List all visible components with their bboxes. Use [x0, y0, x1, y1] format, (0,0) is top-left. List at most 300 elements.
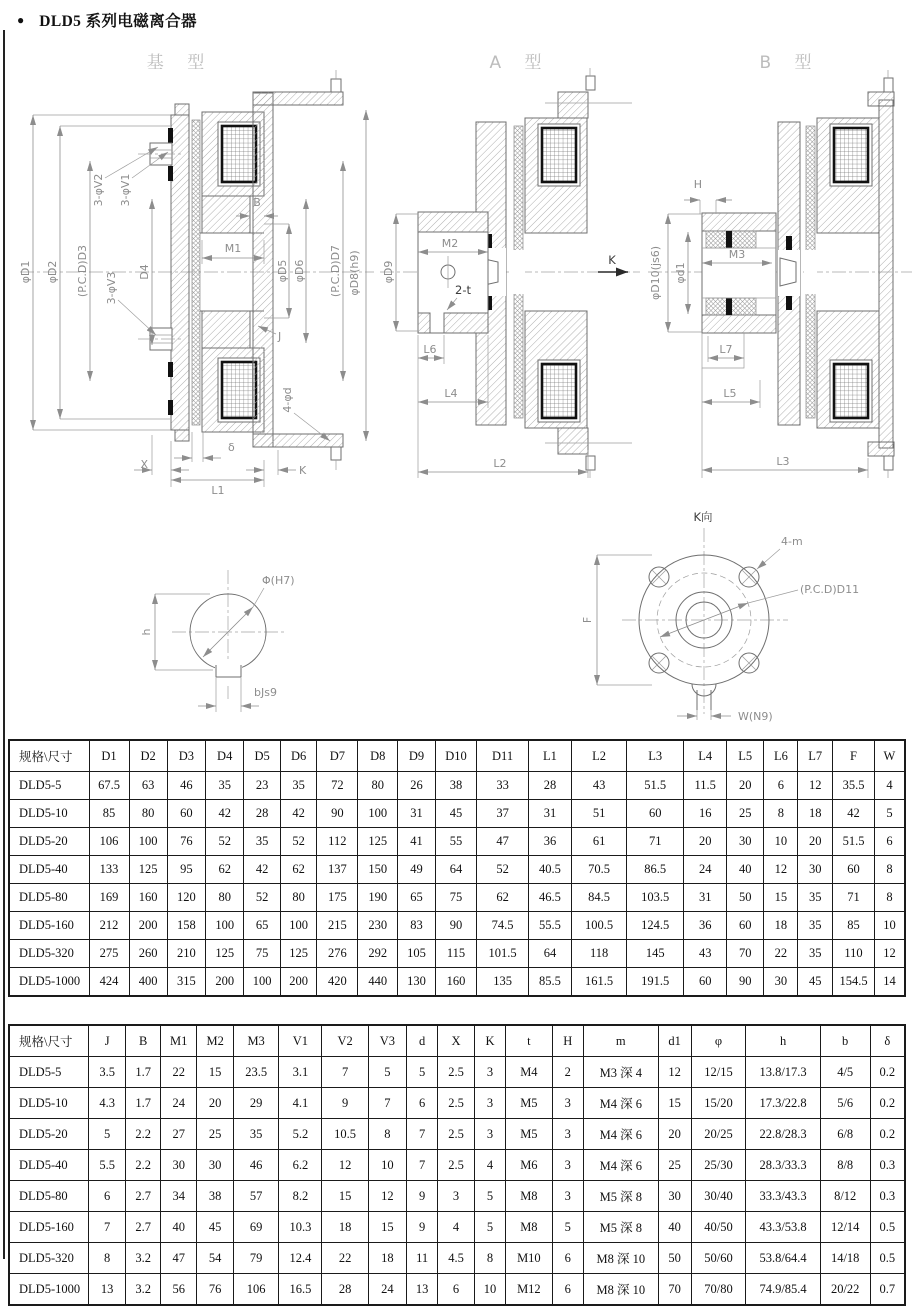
- value-cell: 42: [206, 800, 244, 828]
- value-cell: 20: [727, 772, 764, 800]
- page-title: DLD5 系列电磁离合器: [39, 13, 197, 30]
- dim-phiD8: φD8(h9): [348, 250, 361, 296]
- dim-phiD1: φD1: [19, 260, 32, 284]
- value-cell: 79: [233, 1243, 279, 1274]
- value-cell: 8.2: [279, 1181, 322, 1212]
- column-header: L5: [727, 740, 764, 772]
- value-cell: 46: [233, 1150, 279, 1181]
- value-cell: 150: [358, 856, 398, 884]
- value-cell: 80: [358, 772, 398, 800]
- spec-name-cell: DLD5-320: [9, 940, 89, 968]
- value-cell: 0.2: [870, 1057, 905, 1088]
- value-cell: 135: [477, 968, 528, 997]
- value-cell: 6: [438, 1274, 474, 1306]
- value-cell: 51.5: [627, 772, 684, 800]
- value-cell: 10: [874, 912, 905, 940]
- value-cell: 84.5: [572, 884, 627, 912]
- column-header: M2: [197, 1025, 233, 1057]
- value-cell: 2.7: [126, 1212, 161, 1243]
- value-cell: 130: [398, 968, 435, 997]
- value-cell: 38: [197, 1181, 233, 1212]
- value-cell: 22: [161, 1057, 197, 1088]
- value-cell: 70: [727, 940, 764, 968]
- column-header: L4: [684, 740, 727, 772]
- column-header: h: [746, 1025, 821, 1057]
- value-cell: 76: [197, 1274, 233, 1306]
- value-cell: 6: [406, 1088, 437, 1119]
- value-cell: 8: [368, 1119, 406, 1150]
- dim-phiD6: φD6: [293, 259, 306, 283]
- value-cell: 10.3: [279, 1212, 322, 1243]
- column-header: D10: [435, 740, 477, 772]
- table-row: [9, 968, 905, 997]
- value-cell: 105: [398, 940, 435, 968]
- column-header: D9: [398, 740, 435, 772]
- value-cell: 70: [658, 1274, 691, 1306]
- column-header: b: [820, 1025, 870, 1057]
- value-cell: 215: [317, 912, 358, 940]
- value-cell: 27: [161, 1119, 197, 1150]
- value-cell: 9: [406, 1212, 437, 1243]
- value-cell: 15: [658, 1088, 691, 1119]
- value-cell: 4.1: [279, 1088, 322, 1119]
- column-header: H: [552, 1025, 583, 1057]
- column-header: X: [438, 1025, 474, 1057]
- dim-L2: L2: [493, 457, 507, 470]
- value-cell: 30: [764, 968, 798, 997]
- value-cell: 35: [798, 884, 833, 912]
- value-cell: M8 深 10: [584, 1274, 659, 1306]
- table-row: [9, 828, 905, 856]
- value-cell: 13: [89, 1274, 126, 1306]
- value-cell: 51.5: [833, 828, 875, 856]
- value-cell: 20: [684, 828, 727, 856]
- value-cell: 60: [627, 800, 684, 828]
- value-cell: 54: [197, 1243, 233, 1274]
- base-type-label: 基 型: [146, 53, 214, 73]
- value-cell: 100: [206, 912, 244, 940]
- value-cell: 2.2: [126, 1119, 161, 1150]
- value-cell: 9: [406, 1181, 437, 1212]
- dim-B: B: [253, 196, 261, 209]
- value-cell: 4/5: [820, 1057, 870, 1088]
- value-cell: 275: [89, 940, 129, 968]
- value-cell: 6: [552, 1243, 583, 1274]
- value-cell: 65: [398, 884, 435, 912]
- dim-WN9: W(N9): [738, 710, 773, 723]
- value-cell: M10: [506, 1243, 552, 1274]
- value-cell: 20: [658, 1119, 691, 1150]
- spec-name-cell: DLD5-320: [9, 1243, 89, 1274]
- coil-winding: [542, 128, 576, 182]
- type-b-drawing: [648, 70, 912, 478]
- table-row: [9, 772, 905, 800]
- value-cell: 9: [322, 1088, 368, 1119]
- value-cell: 28: [244, 800, 281, 828]
- value-cell: 230: [358, 912, 398, 940]
- value-cell: 41: [398, 828, 435, 856]
- coil-winding: [542, 364, 576, 418]
- value-cell: 49: [398, 856, 435, 884]
- value-cell: 12.4: [279, 1243, 322, 1274]
- value-cell: 175: [317, 884, 358, 912]
- value-cell: 25/30: [691, 1150, 746, 1181]
- value-cell: 8: [874, 884, 905, 912]
- value-cell: 47: [477, 828, 528, 856]
- value-cell: 71: [627, 828, 684, 856]
- value-cell: 20: [197, 1088, 233, 1119]
- value-cell: 28: [528, 772, 571, 800]
- value-cell: 145: [627, 940, 684, 968]
- value-cell: 74.9/85.4: [746, 1274, 821, 1306]
- dim-phid1: φd1: [674, 262, 687, 284]
- value-cell: 67.5: [89, 772, 129, 800]
- type-a-label: A 型: [489, 53, 551, 73]
- table-row: [9, 1181, 905, 1212]
- value-cell: 63: [129, 772, 167, 800]
- value-cell: 3: [552, 1088, 583, 1119]
- value-cell: 2.5: [438, 1150, 474, 1181]
- value-cell: 15/20: [691, 1088, 746, 1119]
- value-cell: 50: [727, 884, 764, 912]
- value-cell: 125: [358, 828, 398, 856]
- value-cell: 62: [280, 856, 317, 884]
- value-cell: 31: [398, 800, 435, 828]
- value-cell: 1.7: [126, 1088, 161, 1119]
- value-cell: 2.5: [438, 1057, 474, 1088]
- dim-X: X: [140, 458, 148, 471]
- value-cell: 25: [727, 800, 764, 828]
- value-cell: 46.5: [528, 884, 571, 912]
- value-cell: 24: [161, 1088, 197, 1119]
- value-cell: 33.3/43.3: [746, 1181, 821, 1212]
- value-cell: 45: [798, 968, 833, 997]
- value-cell: 6: [764, 772, 798, 800]
- value-cell: 0.2: [870, 1088, 905, 1119]
- dim-phiH7: Φ(H7): [262, 574, 295, 587]
- value-cell: 4: [874, 772, 905, 800]
- column-header: d: [406, 1025, 437, 1057]
- dim-L6: L6: [423, 343, 437, 356]
- value-cell: M6: [506, 1150, 552, 1181]
- value-cell: 3: [552, 1119, 583, 1150]
- bolt-hole: [649, 567, 669, 587]
- value-cell: 22: [322, 1243, 368, 1274]
- spec-name-cell: DLD5-1000: [9, 968, 89, 997]
- spec-name-cell: DLD5-160: [9, 912, 89, 940]
- value-cell: 85: [89, 800, 129, 828]
- value-cell: 2.2: [126, 1150, 161, 1181]
- value-cell: 71: [833, 884, 875, 912]
- value-cell: 55.5: [528, 912, 571, 940]
- base-type-drawing: [19, 70, 374, 497]
- value-cell: 125: [129, 856, 167, 884]
- value-cell: 15: [197, 1057, 233, 1088]
- value-cell: 276: [317, 940, 358, 968]
- value-cell: 36: [528, 828, 571, 856]
- value-cell: 7: [368, 1088, 406, 1119]
- value-cell: 50/60: [691, 1243, 746, 1274]
- value-cell: 8/8: [820, 1150, 870, 1181]
- value-cell: 35: [798, 940, 833, 968]
- value-cell: 12: [322, 1150, 368, 1181]
- spec-name-cell: DLD5-40: [9, 1150, 89, 1181]
- value-cell: 22: [764, 940, 798, 968]
- column-header: D8: [358, 740, 398, 772]
- value-cell: 62: [206, 856, 244, 884]
- value-cell: 5/6: [820, 1088, 870, 1119]
- value-cell: 4.5: [438, 1243, 474, 1274]
- dim-J: J: [278, 330, 282, 343]
- dim-L3: L3: [776, 455, 790, 468]
- value-cell: 3: [552, 1181, 583, 1212]
- header-row: [9, 1025, 905, 1057]
- value-cell: 35: [280, 772, 317, 800]
- dim-L7: L7: [719, 343, 733, 356]
- value-cell: 69: [233, 1212, 279, 1243]
- value-cell: 64: [528, 940, 571, 968]
- dim-M2: M2: [441, 237, 459, 250]
- column-header: m: [584, 1025, 659, 1057]
- value-cell: 40.5: [528, 856, 571, 884]
- header-row: [9, 740, 905, 772]
- value-cell: 60: [833, 856, 875, 884]
- value-cell: 53.8/64.4: [746, 1243, 821, 1274]
- value-cell: 4: [474, 1150, 505, 1181]
- value-cell: 101.5: [477, 940, 528, 968]
- value-cell: 3: [474, 1119, 505, 1150]
- value-cell: 90: [727, 968, 764, 997]
- bullet-icon: ●: [17, 13, 25, 27]
- value-cell: 60: [727, 912, 764, 940]
- value-cell: 2.7: [126, 1181, 161, 1212]
- value-cell: M3 深 4: [584, 1057, 659, 1088]
- value-cell: 52: [280, 828, 317, 856]
- value-cell: 7: [322, 1057, 368, 1088]
- value-cell: 110: [833, 940, 875, 968]
- value-cell: 70/80: [691, 1274, 746, 1306]
- column-header: L3: [627, 740, 684, 772]
- dim-phiD9: φD9: [382, 260, 395, 284]
- value-cell: 5: [368, 1057, 406, 1088]
- value-cell: 31: [528, 800, 571, 828]
- value-cell: 5: [474, 1212, 505, 1243]
- spec-name-cell: DLD5-10: [9, 800, 89, 828]
- value-cell: 42: [244, 856, 281, 884]
- table-row: [9, 1057, 905, 1088]
- section-title-row: [17, 9, 197, 31]
- coil-winding: [834, 128, 868, 182]
- value-cell: 200: [280, 968, 317, 997]
- table-row: [9, 1212, 905, 1243]
- column-header: L6: [764, 740, 798, 772]
- value-cell: 3: [438, 1181, 474, 1212]
- value-cell: M8: [506, 1212, 552, 1243]
- value-cell: 11.5: [684, 772, 727, 800]
- value-cell: 75: [244, 940, 281, 968]
- dim-bJs9: bJs9: [254, 686, 277, 699]
- value-cell: 18: [764, 912, 798, 940]
- value-cell: 83: [398, 912, 435, 940]
- value-cell: 212: [89, 912, 129, 940]
- spec-name-cell: DLD5-160: [9, 1212, 89, 1243]
- value-cell: 60: [684, 968, 727, 997]
- dim-delta: δ: [228, 441, 235, 454]
- value-cell: 30: [798, 856, 833, 884]
- k-view-label: K向: [693, 510, 713, 524]
- column-header: V1: [279, 1025, 322, 1057]
- value-cell: M4 深 6: [584, 1150, 659, 1181]
- dim-PCD-D11: (P.C.D)D11: [800, 583, 860, 596]
- value-cell: 90: [435, 912, 477, 940]
- value-cell: 35: [233, 1119, 279, 1150]
- value-cell: 7: [406, 1150, 437, 1181]
- dim-3phiV1: 3-φV1: [119, 173, 132, 207]
- column-header: t: [506, 1025, 552, 1057]
- value-cell: 86.5: [627, 856, 684, 884]
- value-cell: 0.5: [870, 1243, 905, 1274]
- value-cell: 43.3/53.8: [746, 1212, 821, 1243]
- value-cell: 24: [368, 1274, 406, 1306]
- value-cell: 31: [684, 884, 727, 912]
- value-cell: 12: [368, 1181, 406, 1212]
- value-cell: 80: [206, 884, 244, 912]
- column-header: D5: [244, 740, 281, 772]
- value-cell: 10.5: [322, 1119, 368, 1150]
- value-cell: 80: [129, 800, 167, 828]
- value-cell: 40/50: [691, 1212, 746, 1243]
- value-cell: 26: [398, 772, 435, 800]
- value-cell: 55: [435, 828, 477, 856]
- value-cell: 100: [129, 828, 167, 856]
- value-cell: 28.3/33.3: [746, 1150, 821, 1181]
- value-cell: 29: [233, 1088, 279, 1119]
- value-cell: 12/15: [691, 1057, 746, 1088]
- value-cell: 8: [89, 1243, 126, 1274]
- value-cell: 50: [658, 1243, 691, 1274]
- column-header: D3: [167, 740, 205, 772]
- value-cell: 51: [572, 800, 627, 828]
- value-cell: 210: [167, 940, 205, 968]
- value-cell: 12: [874, 940, 905, 968]
- value-cell: 85: [833, 912, 875, 940]
- value-cell: 15: [764, 884, 798, 912]
- column-header: V3: [368, 1025, 406, 1057]
- value-cell: M4: [506, 1057, 552, 1088]
- value-cell: 23.5: [233, 1057, 279, 1088]
- column-header: L2: [572, 740, 627, 772]
- value-cell: 76: [167, 828, 205, 856]
- value-cell: M12: [506, 1274, 552, 1306]
- value-cell: 33: [477, 772, 528, 800]
- value-cell: 34: [161, 1181, 197, 1212]
- table-row: [9, 884, 905, 912]
- value-cell: 40: [727, 856, 764, 884]
- seal-mark: [726, 231, 732, 248]
- dim-phiD10: φD10(js6): [649, 245, 662, 301]
- seal-mark: [786, 236, 792, 250]
- dimension-table-2: [8, 1024, 906, 1306]
- value-cell: 400: [129, 968, 167, 997]
- value-cell: 158: [167, 912, 205, 940]
- table-row: [9, 1088, 905, 1119]
- dim-PCD-D7: (P.C.D)D7: [329, 244, 342, 298]
- value-cell: 125: [206, 940, 244, 968]
- value-cell: 292: [358, 940, 398, 968]
- value-cell: 64: [435, 856, 477, 884]
- type-a-drawing: [380, 68, 640, 478]
- value-cell: 18: [322, 1212, 368, 1243]
- value-cell: 191.5: [627, 968, 684, 997]
- value-cell: 45: [197, 1212, 233, 1243]
- column-header: B: [126, 1025, 161, 1057]
- value-cell: 100: [358, 800, 398, 828]
- column-header: φ: [691, 1025, 746, 1057]
- value-cell: 6/8: [820, 1119, 870, 1150]
- table-row: [9, 940, 905, 968]
- value-cell: 4.3: [89, 1088, 126, 1119]
- table-row: [9, 1150, 905, 1181]
- value-cell: 14/18: [820, 1243, 870, 1274]
- bolt-hole: [739, 653, 759, 673]
- value-cell: 57: [233, 1181, 279, 1212]
- value-cell: 25: [197, 1119, 233, 1150]
- dim-h: h: [140, 628, 153, 636]
- value-cell: 5.5: [89, 1150, 126, 1181]
- value-cell: 42: [833, 800, 875, 828]
- value-cell: 3: [474, 1057, 505, 1088]
- value-cell: 70.5: [572, 856, 627, 884]
- value-cell: 36: [684, 912, 727, 940]
- table-row: [9, 800, 905, 828]
- value-cell: 124.5: [627, 912, 684, 940]
- column-header: D7: [317, 740, 358, 772]
- dim-2t: 2-t: [455, 283, 471, 297]
- seal-mark: [786, 296, 792, 310]
- dimension-table-1: [8, 739, 906, 997]
- value-cell: 100.5: [572, 912, 627, 940]
- value-cell: 190: [358, 884, 398, 912]
- value-cell: 18: [368, 1243, 406, 1274]
- coil-winding: [222, 362, 256, 418]
- seal-mark: [168, 400, 173, 415]
- value-cell: 25: [658, 1150, 691, 1181]
- column-header: d1: [658, 1025, 691, 1057]
- value-cell: 120: [167, 884, 205, 912]
- column-header: M1: [161, 1025, 197, 1057]
- value-cell: 52: [206, 828, 244, 856]
- value-cell: 30: [727, 828, 764, 856]
- value-cell: 35: [244, 828, 281, 856]
- value-cell: 0.7: [870, 1274, 905, 1306]
- dim-3phiV2: 3-φV2: [92, 173, 105, 207]
- value-cell: 100: [244, 968, 281, 997]
- value-cell: 260: [129, 940, 167, 968]
- value-cell: M4 深 6: [584, 1119, 659, 1150]
- spec-name-cell: DLD5-5: [9, 772, 89, 800]
- spec-name-cell: DLD5-80: [9, 1181, 89, 1212]
- value-cell: 6.2: [279, 1150, 322, 1181]
- value-cell: 28: [322, 1274, 368, 1306]
- value-cell: 72: [317, 772, 358, 800]
- dim-H: H: [693, 178, 702, 191]
- value-cell: 7: [406, 1119, 437, 1150]
- bolt-hole: [649, 653, 669, 673]
- dim-L5: L5: [723, 387, 737, 400]
- value-cell: 133: [89, 856, 129, 884]
- value-cell: 6: [89, 1181, 126, 1212]
- value-cell: 52: [477, 856, 528, 884]
